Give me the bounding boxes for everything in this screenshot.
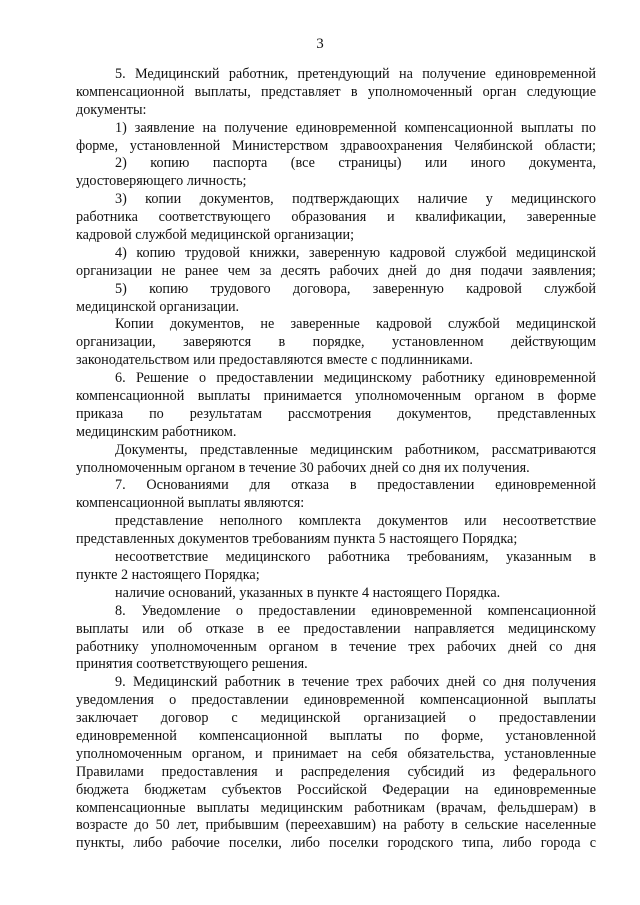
document-body: [76, 66, 596, 853]
text-line: медицинской организации.: [76, 298, 240, 315]
text-line: несоответствие медицинского работника требованиям, указанным в: [115, 549, 596, 566]
text-line: 8. Уведомление о предоставлении единовременной компенсационной: [115, 602, 596, 619]
text-line: законодательством или предоставляются вместе с подлинниками.: [76, 352, 473, 369]
text-line: уведомления о предоставлении единовременной компенсационной выплаты: [76, 692, 596, 709]
text-line: 3) копии документов, подтверждающих наличие у медицинского: [115, 191, 596, 208]
text-line: единовременной компенсационной выплаты по форме, установленной: [76, 727, 596, 744]
text-line: Правилами предоставления и распределения субсидий из федерального: [76, 763, 596, 780]
text-line: уполномоченным органом в течение 30 рабочих дней со дня их получения.: [76, 459, 530, 476]
text-line: кадровой службой медицинской организации;: [76, 227, 355, 244]
text-line: компенсационной выплаты принимается уполномоченным органом в форме: [76, 388, 596, 405]
text-line: документы:: [76, 101, 147, 118]
text-line: компенсационной выплаты, представляет в уполномоченный орган следующие: [76, 83, 596, 100]
text-line: работника соответствующего образования и квалификации, заверенные: [76, 209, 596, 226]
text-line: пункты, либо рабочие поселки, либо поселки городского типа, либо города с: [76, 835, 596, 852]
text-line: 5) копию трудового договора, заверенную кадровой службой: [115, 280, 596, 297]
text-line: 9. Медицинский работник в течение трех рабочих дней со дня получения: [115, 674, 596, 691]
text-line: Копии документов, не заверенные кадровой службой медицинской: [115, 316, 596, 333]
text-line: компенсационные выплаты медицинским работникам (врачам, фельдшерам) в: [76, 799, 596, 816]
text-line: компенсационной выплаты являются:: [76, 495, 305, 512]
text-line: пункте 2 настоящего Порядка;: [76, 566, 260, 583]
text-line: представление неполного комплекта документов или несоответствие: [115, 513, 596, 530]
text-line: 5. Медицинский работник, претендующий на получение единовременной: [115, 66, 596, 82]
text-line: возрасте до 50 лет, прибывшим (переехавшим) на работу в сельские населенные: [76, 817, 596, 834]
text-line: представленных документов требованиям пункта 5 настоящего Порядка;: [76, 531, 518, 548]
text-line: организации, заверяются в порядке, установленном действующим: [76, 334, 596, 351]
text-line: приказа по результатам рассмотрения документов, представленных: [76, 405, 596, 422]
text-line: организации не ранее чем за десять рабочих дней до дня подачи заявления;: [76, 262, 596, 279]
page-number: 3: [316, 36, 324, 52]
text-line: удостоверяющего личность;: [76, 173, 247, 190]
text-line: выплаты или об отказе в ее предоставлении направляется медицинскому: [76, 620, 596, 637]
text-line: уполномоченным органом, и принимает на себя обязательства, установленные: [76, 745, 596, 762]
text-line: наличие оснований, указанных в пункте 4 настоящего Порядка.: [115, 584, 501, 601]
text-line: 1) заявление на получение единовременной компенсационной выплаты по: [115, 119, 596, 136]
text-line: принятия соответствующего решения.: [76, 656, 308, 673]
text-line: 6. Решение о предоставлении медицинскому работнику единовременной: [115, 370, 596, 387]
text-line: 7. Основаниями для отказа в предоставлении единовременной: [115, 477, 596, 494]
text-line: медицинским работником.: [76, 423, 237, 440]
text-line: работнику уполномоченным органом в течение трех рабочих дней со дня: [76, 638, 596, 655]
text-line: заключает договор с медицинской организацией о предоставлении: [76, 710, 596, 727]
text-line: бюджета бюджетам субъектов Российской Федерации на единовременные: [76, 781, 596, 798]
text-line: форме, установленной Министерством здравоохранения Челябинской области;: [76, 137, 596, 154]
text-line: Документы, представленные медицинским работником, рассматриваются: [115, 441, 596, 458]
text-line: 4) копию трудовой книжки, заверенную кадровой службой медицинской: [115, 244, 596, 261]
text-line: 2) копию паспорта (все страницы) или иного документа,: [115, 155, 596, 172]
